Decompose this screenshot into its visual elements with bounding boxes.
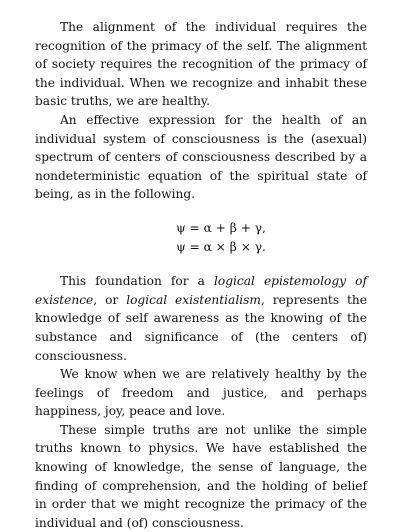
foundation-text-3: , represents the knowledge of self awareness as the knowing of the substance and significance of (the centers of) consciousness. — [35, 292, 367, 363]
paragraph-foundation — [35, 272, 367, 365]
document-page — [35, 18, 367, 532]
paragraph-simple-truths: These simple truths are not unlike the simple truths known to physics. We have established the knowing of knowledge, the sense of language, the finding of comprehension, and the holding of belief in order that we might recognize the primacy of the individual and (of) consciousness. — [35, 422, 367, 530]
paragraph-healthy-feelings: We know when we are relatively healthy by the feelings of freedom and justice, and perhaps happiness, joy, peace and love. — [35, 367, 367, 419]
foundation-emphasis-existentialism: logical existentialism — [126, 292, 261, 307]
equation-product: ψ = α × β × γ. — [176, 239, 266, 254]
paragraph-alignment: The alignment of the individual requires the recognition of the primacy of the self. The alignment of society requires the recognition of the primacy of the individual. When we recognize and inhabit these basic truths, we are healthy. — [35, 20, 367, 109]
paragraph-effective-expression: An effective expression for the health of an individual system of consciousness is the (asexual) spectrum of centers of consciousness described by a nondeterministic equation of the spiritual state of being, as in the following. — [35, 112, 367, 202]
foundation-text-1: This foundation for a — [60, 274, 214, 289]
foundation-emphasis-epistemology: logical epistemology of existence — [35, 274, 367, 307]
equation-sum: ψ = α + β + γ, — [176, 220, 266, 235]
foundation-text-2: , or — [93, 292, 127, 307]
equation-block — [35, 219, 367, 256]
